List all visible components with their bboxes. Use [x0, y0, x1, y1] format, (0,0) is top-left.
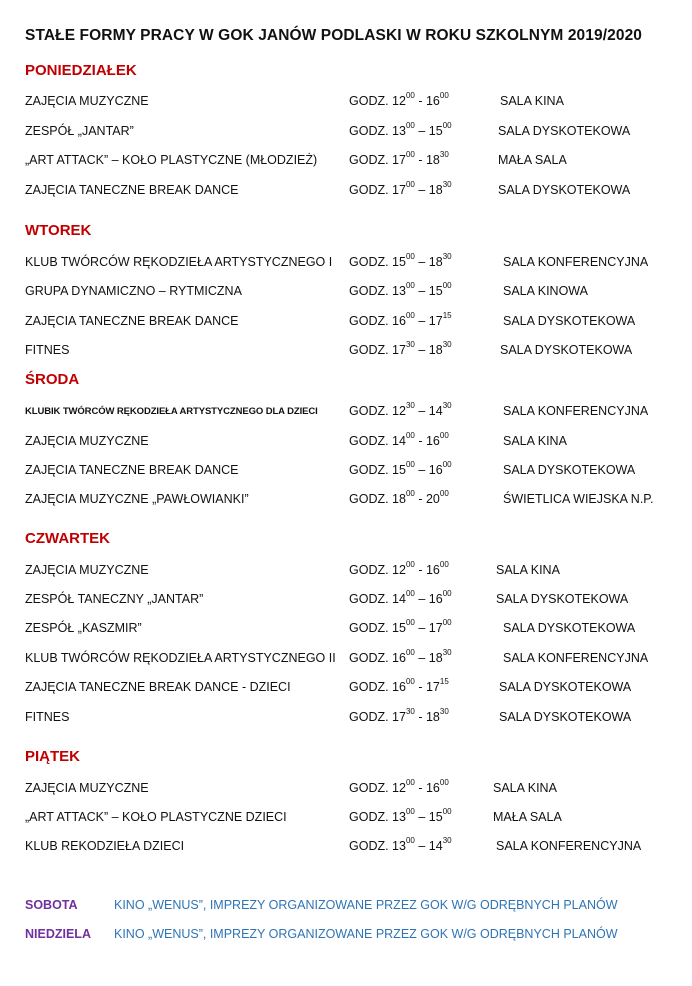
activity-name: ZAJĘCIA TANECZNE BREAK DANCE	[25, 463, 239, 477]
day-heading: ŚRODA	[25, 371, 80, 388]
page-title: STAŁE FORMY PRACY W GOK JANÓW PODLASKI W ROKU SZKOLNYM 2019/2020	[25, 27, 643, 44]
activity-name: ZESPÓŁ TANECZNY „JANTAR”	[25, 592, 204, 606]
activity-time: GODZ. $14^{00} - 16^{00}$	[349, 589, 452, 606]
activity-name: KLUB TWÓRCÓW RĘKODZIEŁA ARTYSTYCZNEGO II	[25, 651, 336, 665]
activity-room: SALA DYSKOTEKOWA	[503, 621, 636, 635]
activity-room: SALA DYSKOTEKOWA	[499, 680, 632, 694]
weekend-row	[0, 898, 692, 916]
schedule-row	[0, 677, 692, 698]
activity-name: ZAJĘCIA TANECZNE BREAK DANCE	[25, 183, 239, 197]
activity-name: ZAJĘCIA MUZYCZNE	[25, 434, 149, 448]
activity-time: GODZ. $13^{00} - 15^{00}$	[349, 121, 452, 138]
schedule-row	[0, 252, 692, 273]
activity-room: SALA KINA	[503, 434, 567, 448]
activity-name: KLUB REKODZIEŁA DZIECI	[25, 839, 185, 853]
activity-time: GODZ. $17^{00} - 18^{30}$	[349, 150, 449, 167]
activity-time: GODZ. $17^{00} - 18^{30}$	[349, 180, 452, 197]
activity-room: SALA KINA	[500, 94, 564, 108]
activity-name: KLUBIK TWÓRCÓW RĘKODZIEŁA ARTYSTYCZNEGO DLA DZIECI	[25, 406, 318, 417]
activity-room: MAŁA SALA	[498, 153, 567, 167]
schedule-row	[0, 431, 692, 452]
activity-name: ZESPÓŁ „JANTAR”	[25, 124, 134, 138]
activity-room: ŚWIETLICA WIEJSKA N.P.	[503, 492, 654, 506]
day-heading: CZWARTEK	[25, 530, 110, 547]
activity-time: GODZ. $13^{00} - 14^{30}$	[349, 836, 452, 853]
day-heading: PONIEDZIAŁEK	[25, 62, 137, 79]
activity-room: SALA DYSKOTEKOWA	[496, 592, 629, 606]
schedule-row	[0, 311, 692, 332]
activity-name: ZAJĘCIA MUZYCZNE	[25, 94, 149, 108]
activity-name: ZAJĘCIA MUZYCZNE	[25, 781, 149, 795]
activity-room: SALA KINA	[493, 781, 557, 795]
schedule-row	[0, 589, 692, 610]
activity-room: SALA DYSKOTEKOWA	[503, 463, 636, 477]
weekend-info: KINO „WENUS”, IMPREZY ORGANIZOWANE PRZEZ GOK W/G ODRĘBNYCH PLANÓW	[114, 898, 618, 912]
activity-name: ZAJĘCIA MUZYCZNE „PAWŁOWIANKI”	[25, 492, 249, 506]
activity-room: SALA KINOWA	[503, 284, 588, 298]
activity-room: SALA KONFERENCYJNA	[503, 255, 649, 269]
schedule-row	[0, 180, 692, 201]
activity-time: GODZ. $12^{00} - 16^{00}$	[349, 560, 449, 577]
activity-time: GODZ. $16^{00} - 17^{15}$	[349, 677, 449, 694]
activity-time: GODZ. $16^{00} - 18^{30}$	[349, 648, 452, 665]
activity-time: GODZ. $14^{00} - 16^{00}$	[349, 431, 449, 448]
activity-name: ZESPÓŁ „KASZMIR”	[25, 621, 142, 635]
weekend-day: SOBOTA	[25, 898, 78, 912]
activity-room: SALA DYSKOTEKOWA	[498, 183, 631, 197]
weekend-day: NIEDZIELA	[25, 927, 91, 941]
schedule-row	[0, 560, 692, 581]
schedule-row	[0, 648, 692, 669]
activity-room: MAŁA SALA	[493, 810, 562, 824]
activity-time: GODZ. $12^{30} - 14^{30}$	[349, 401, 452, 418]
activity-time: GODZ. $15^{00} - 18^{30}$	[349, 252, 452, 269]
weekend-row	[0, 927, 692, 945]
activity-time: GODZ. $16^{00} - 17^{15}$	[349, 311, 452, 328]
activity-room: SALA DYSKOTEKOWA	[500, 343, 633, 357]
activity-name: ZAJĘCIA TANECZNE BREAK DANCE	[25, 314, 239, 328]
schedule-row	[0, 707, 692, 728]
activity-name: „ART ATTACK” – KOŁO PLASTYCZNE (MŁODZIEŻ)	[25, 153, 318, 167]
schedule-row	[0, 836, 692, 857]
schedule-row	[0, 121, 692, 142]
schedule-row	[0, 618, 692, 639]
schedule-row	[0, 150, 692, 171]
activity-room: SALA DYSKOTEKOWA	[498, 124, 631, 138]
activity-name: FITNES	[25, 710, 70, 724]
activity-name: ZAJĘCIA MUZYCZNE	[25, 563, 149, 577]
activity-room: SALA KONFERENCYJNA	[503, 651, 649, 665]
activity-name: „ART ATTACK” – KOŁO PLASTYCZNE DZIECI	[25, 810, 287, 824]
activity-time: GODZ. $12^{00} - 16^{00}$	[349, 91, 449, 108]
activity-time: GODZ. $13^{00} - 15^{00}$	[349, 807, 452, 824]
weekend-info: KINO „WENUS”, IMPREZY ORGANIZOWANE PRZEZ GOK W/G ODRĘBNYCH PLANÓW	[114, 927, 618, 941]
activity-time: GODZ. $12^{00} - 16^{00}$	[349, 778, 449, 795]
activity-room: SALA KONFERENCYJNA	[503, 404, 649, 418]
schedule-row	[0, 807, 692, 828]
activity-time: GODZ. $15^{00} - 17^{00}$	[349, 618, 452, 635]
schedule-row	[0, 778, 692, 799]
schedule-row	[0, 281, 692, 302]
activity-time: GODZ. $17^{30} - 18^{30}$	[349, 707, 449, 724]
schedule-row	[0, 340, 692, 361]
schedule-row	[0, 401, 692, 422]
activity-time: GODZ. $15^{00} - 16^{00}$	[349, 460, 452, 477]
activity-name: ZAJĘCIA TANECZNE BREAK DANCE - DZIECI	[25, 680, 291, 694]
activity-time: GODZ. $17^{30} - 18^{30}$	[349, 340, 452, 357]
activity-room: SALA KONFERENCYJNA	[496, 839, 642, 853]
activity-name: KLUB TWÓRCÓW RĘKODZIEŁA ARTYSTYCZNEGO I	[25, 255, 333, 269]
activity-name: GRUPA DYNAMICZNO – RYTMICZNA	[25, 284, 242, 298]
day-heading: WTOREK	[25, 222, 92, 239]
activity-time: GODZ. $13^{00} - 15^{00}$	[349, 281, 452, 298]
schedule-row	[0, 460, 692, 481]
day-heading: PIĄTEK	[25, 748, 81, 765]
activity-room: SALA DYSKOTEKOWA	[503, 314, 636, 328]
schedule-row	[0, 91, 692, 112]
activity-room: SALA DYSKOTEKOWA	[499, 710, 632, 724]
activity-name: FITNES	[25, 343, 70, 357]
activity-time: GODZ. $18^{00} - 20^{00}$	[349, 489, 449, 506]
activity-room: SALA KINA	[496, 563, 560, 577]
schedule-row	[0, 489, 692, 510]
